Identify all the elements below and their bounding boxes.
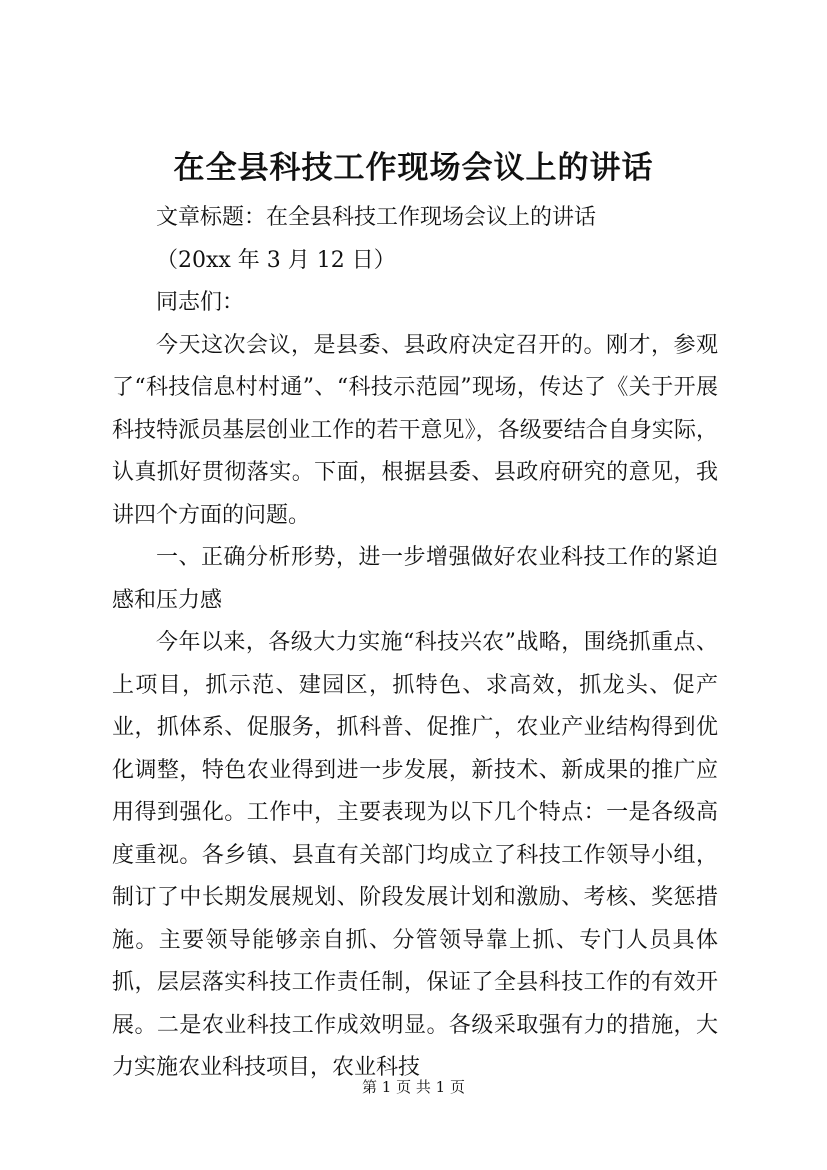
section-heading-1: 一、正确分析形势，进一步增强做好农业科技工作的紧迫感和压力感 <box>112 545 718 613</box>
document-title: 在全县科技工作现场会议上的讲话 <box>173 150 654 186</box>
paragraph-situation: 今年以来，各级大力实施“科技兴农”战略，围绕抓重点、上项目，抓示范、建园区，抓特色、求高效，抓龙头、促产业，抓体系、促服务，抓科普、促推广，农业产业结构得到优化调整，特色农业得到进一步发展，新技术、新成果的推广应用得到强化。工作中，主要表现为以下几个特点：一是各级高度重视。各乡镇、县直有关部门均成立了科技工作领导小组，制订了中长期发展规划、阶段发展计划和激励、考核、奖惩措施。主要领导能够亲自抓、分管领导靠上抓、专门人员具体抓，层层落实科技工作责任制，保证了全县科技工作的有效开展。二是农业科技工作成效明显。各级采取强有力的措施，大力实施农业科技项目，农业科技 <box>112 630 718 1080</box>
article-title-line: 文章标题：在全县科技工作现场会议上的讲话 <box>156 205 597 230</box>
paragraph-intro: 今天这次会议，是县委、县政府决定召开的。刚才，参观了“科技信息村村通”、“科技示范园”现场，传达了《关于开展科技特派员基层创业工作的若干意见》，各级要结合自身实际，认真抓好贯彻落实。下面，根据县委、县政府研究的意见，我讲四个方面的问题。 <box>112 332 718 528</box>
salutation: 同志们： <box>156 290 245 315</box>
date-line: （20xx 年 3 月 12 日） <box>156 247 396 273</box>
document-body <box>112 197 718 1090</box>
page-footer: 第 1 页 共 1 页 <box>362 1078 465 1096</box>
